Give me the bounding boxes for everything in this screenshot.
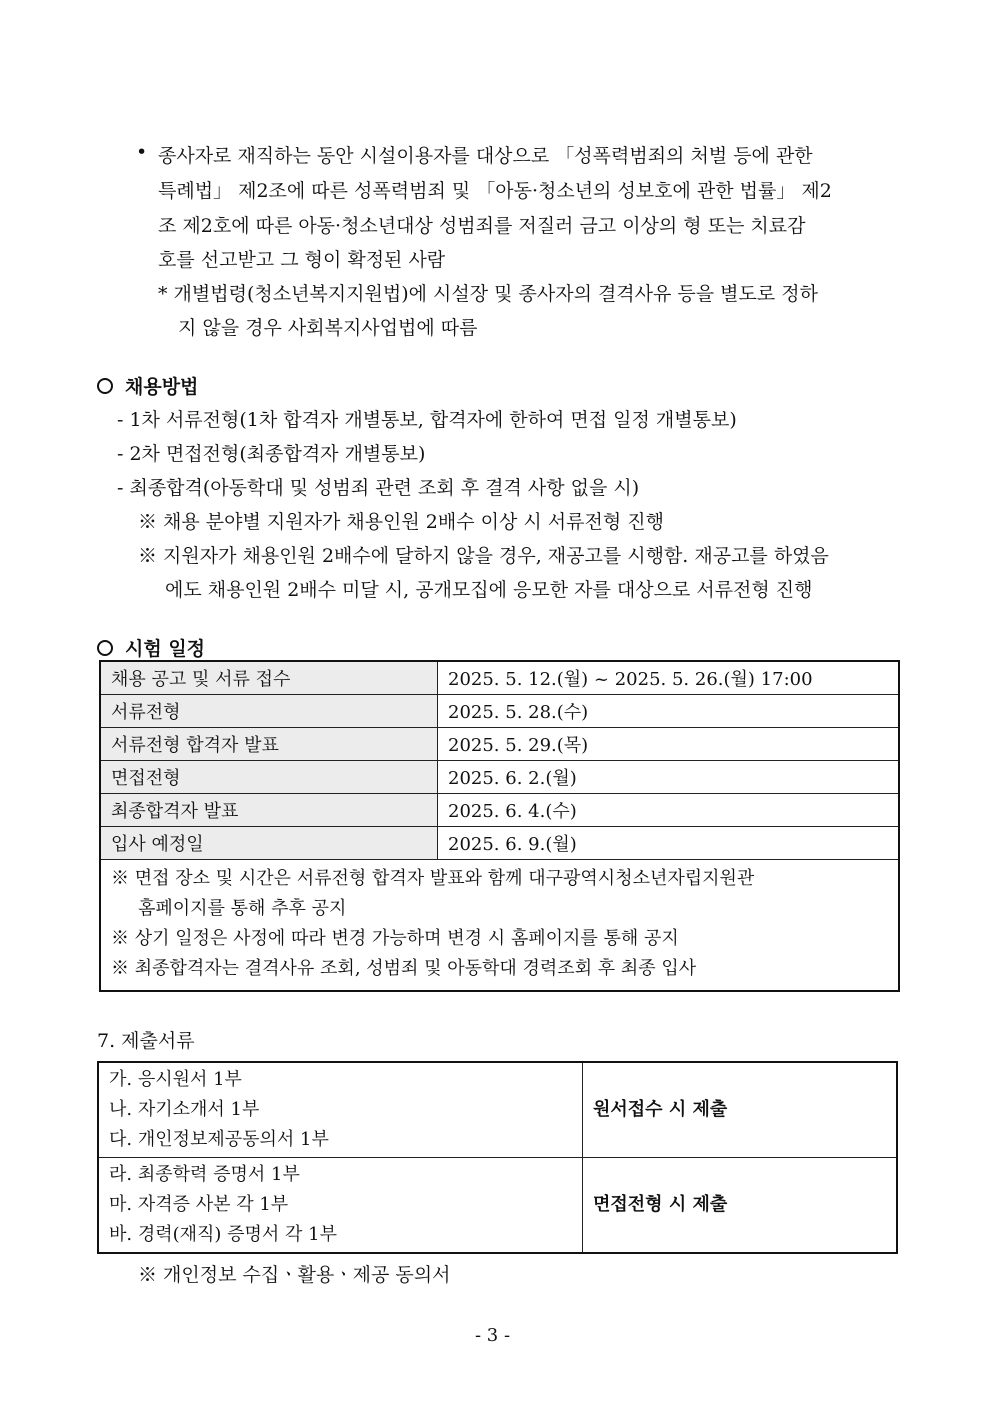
method-note-3: 에도 채용인원 2배수 미달 시, 공개모집에 응모한 자를 대상으로 서류전형 진행 bbox=[165, 579, 813, 601]
circle-bullet-icon bbox=[97, 378, 113, 394]
method-item-1: - 1차 서류전형(1차 합격자 개별통보, 합격자에 한하여 면접 일정 개별통보) bbox=[117, 409, 737, 431]
table-row bbox=[100, 761, 899, 794]
method-item-2: - 2차 면접전형(최종합격자 개별통보) bbox=[117, 443, 426, 465]
disqualification-line-3: 조 제2호에 따른 아동·청소년대상 성범죄를 저질러 금고 이상의 형 또는 치료감 bbox=[158, 215, 806, 237]
circle-bullet-icon bbox=[97, 640, 113, 656]
schedule-notes bbox=[100, 860, 899, 992]
schedule-note-1: ※ 면접 장소 및 시간은 서류전형 합격자 발표와 함께 대구광역시청소년자립지원관 bbox=[111, 868, 755, 889]
document-item: 다. 개인정보제공동의서 1부 bbox=[109, 1129, 329, 1150]
method-heading-text: 채용방법 bbox=[125, 376, 199, 398]
document-item: 바. 경력(재직) 증명서 각 1부 bbox=[109, 1224, 337, 1245]
method-heading bbox=[97, 372, 198, 399]
schedule-value: 2025. 5. 29.(목) bbox=[438, 728, 900, 761]
table-row bbox=[98, 1158, 897, 1254]
schedule-label: 서류전형 bbox=[100, 695, 438, 728]
schedule-note-3: ※ 상기 일정은 사정에 따라 변경 가능하며 변경 시 홈페이지를 통해 공지 bbox=[111, 928, 679, 949]
disqualification-line-4: 호를 선고받고 그 형이 확정된 사람 bbox=[158, 249, 446, 271]
table-row bbox=[100, 661, 899, 695]
schedule-value: 2025. 5. 28.(수) bbox=[438, 695, 900, 728]
document-item: 나. 자기소개서 1부 bbox=[109, 1099, 260, 1120]
schedule-label: 면접전형 bbox=[100, 761, 438, 794]
schedule-label: 채용 공고 및 서류 접수 bbox=[100, 661, 438, 695]
schedule-note-2: 홈페이지를 통해 추후 공지 bbox=[138, 898, 347, 919]
document-item: 가. 응시원서 1부 bbox=[109, 1069, 242, 1090]
schedule-note-4: ※ 최종합격자는 결격사유 조회, 성범죄 및 아동학대 경력조회 후 최종 입사 bbox=[111, 958, 697, 979]
schedule-value: 2025. 5. 12.(월) ~ 2025. 5. 26.(월) 17:00 bbox=[438, 661, 900, 695]
disqualification-line-1: 종사자로 재직하는 동안 시설이용자를 대상으로 「성폭력범죄의 처벌 등에 관한 bbox=[158, 145, 813, 167]
document-item: 라. 최종학력 증명서 1부 bbox=[109, 1164, 300, 1185]
documents-list bbox=[98, 1158, 583, 1254]
table-row bbox=[100, 794, 899, 827]
schedule-label: 입사 예정일 bbox=[100, 827, 438, 860]
schedule-notes-row bbox=[100, 860, 899, 992]
document-item: 마. 자격증 사본 각 1부 bbox=[109, 1194, 289, 1215]
schedule-heading-text: 시험 일정 bbox=[125, 638, 206, 660]
bullet-mark: • bbox=[136, 141, 148, 163]
documents-footnote: ※ 개인정보 수집ㆍ활용ㆍ제공 동의서 bbox=[138, 1264, 451, 1286]
method-note-1: ※ 채용 분야별 지원자가 채용인원 2배수 이상 시 서류전형 진행 bbox=[138, 511, 664, 533]
schedule-value: 2025. 6. 4.(수) bbox=[438, 794, 900, 827]
page-number: - 3 - bbox=[475, 1325, 511, 1346]
table-row bbox=[98, 1062, 897, 1158]
documents-when: 면접전형 시 제출 bbox=[583, 1158, 898, 1254]
schedule-value: 2025. 6. 2.(월) bbox=[438, 761, 900, 794]
documents-table bbox=[97, 1061, 898, 1254]
disqualification-line-2: 특례법」 제2조에 따른 성폭력범죄 및 「아동·청소년의 성보호에 관한 법률」 제2 bbox=[158, 180, 832, 202]
disqualification-note-2: 지 않을 경우 사회복지사업법에 따름 bbox=[178, 317, 478, 339]
documents-heading: 7. 제출서류 bbox=[97, 1030, 195, 1052]
schedule-label: 최종합격자 발표 bbox=[100, 794, 438, 827]
schedule-label: 서류전형 합격자 발표 bbox=[100, 728, 438, 761]
method-note-2: ※ 지원자가 채용인원 2배수에 달하지 않을 경우, 재공고를 시행함. 재공고를 하였음 bbox=[138, 545, 829, 567]
schedule-heading bbox=[97, 634, 205, 661]
documents-list bbox=[98, 1062, 583, 1158]
schedule-table bbox=[99, 660, 900, 992]
disqualification-note-1: * 개별법령(청소년복지지원법)에 시설장 및 종사자의 결격사유 등을 별도로 정하 bbox=[158, 283, 818, 305]
table-row bbox=[100, 827, 899, 860]
documents-when: 원서접수 시 제출 bbox=[583, 1062, 898, 1158]
table-row bbox=[100, 728, 899, 761]
schedule-value: 2025. 6. 9.(월) bbox=[438, 827, 900, 860]
method-item-3: - 최종합격(아동학대 및 성범죄 관련 조회 후 결격 사항 없을 시) bbox=[117, 477, 640, 499]
table-row bbox=[100, 695, 899, 728]
